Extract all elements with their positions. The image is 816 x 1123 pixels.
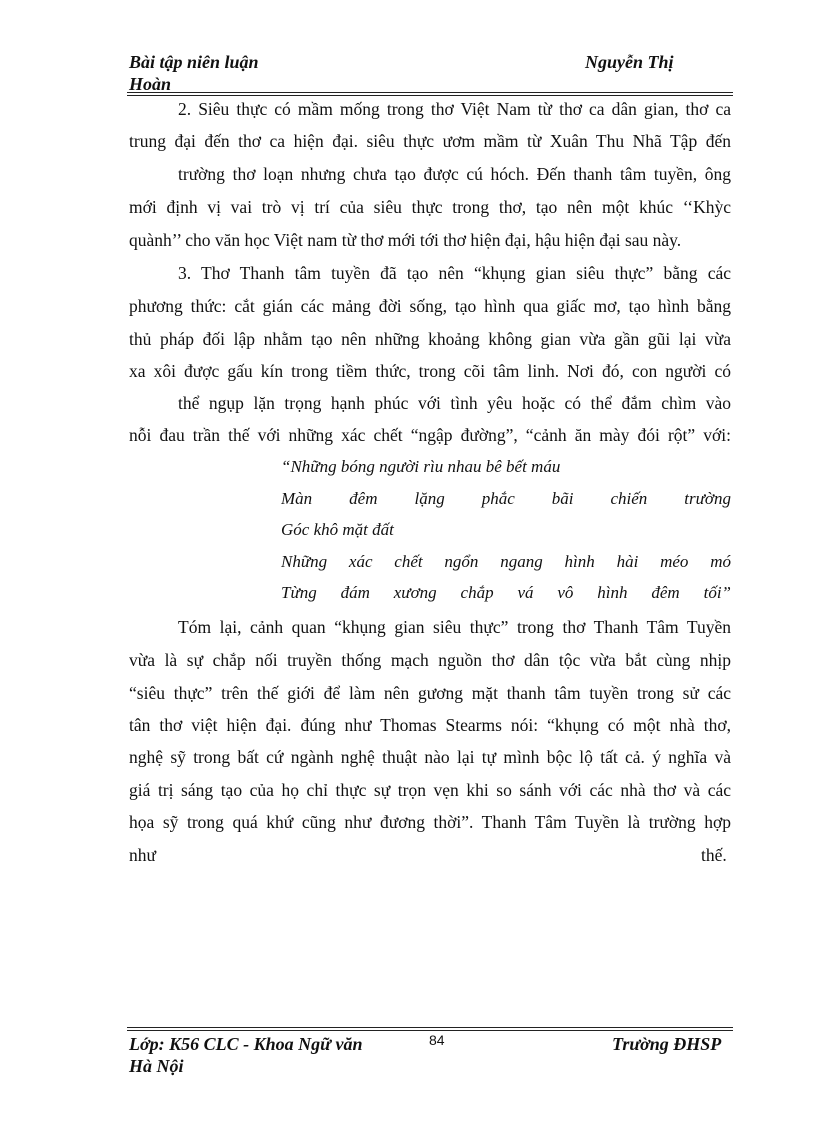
header-left-continuation: Hoàn bbox=[129, 74, 172, 94]
page-number: 84 bbox=[429, 1032, 445, 1048]
paragraph-3-line-1: 3. Thơ Thanh tâm tuyền đã tạo nên “khụng gian siêu thực” bằng các bbox=[178, 263, 731, 283]
header-rule-thick bbox=[127, 95, 733, 96]
paragraph-2-line-2: trung đại đến thơ ca hiện đại. siêu thực ươm mầm từ Xuân Thu Nhã Tập đến bbox=[129, 131, 731, 151]
footer-rule-thick bbox=[127, 1027, 733, 1028]
paragraph-2-line-3: trường thơ loạn nhưng chưa tạo được cú hóch. Đến thanh tâm tuyền, ông bbox=[178, 164, 731, 184]
header-left-title: Bài tập niên luận bbox=[129, 52, 259, 72]
paragraph-3-line-4: xa xôi được gấu kín trong tiềm thức, trong cõi tâm linh. Nơi đó, con người có bbox=[129, 361, 731, 381]
header-rule-thin bbox=[127, 92, 733, 93]
paragraph-2-line-4: mới định vị vai trò vị trí của siêu thực trong thơ, tạo nên một khúc ‘‘Khỳc bbox=[129, 197, 731, 217]
poem-line-1: “Những bóng người rìu nhau bê bết máu bbox=[281, 457, 561, 476]
poem-line-3: Góc khô mặt đất bbox=[281, 520, 394, 539]
paragraph-2-line-5: quành’’ cho văn học Việt nam từ thơ mới tới thơ hiện đại, hậu hiện đại sau này. bbox=[129, 230, 682, 250]
conclusion-line-2: vừa là sự chắp nối truyền thống mạch nguồn thơ dân tộc vừa bắt cùng nhịp bbox=[129, 650, 731, 670]
footer-left-class: Lớp: K56 CLC - Khoa Ngữ văn bbox=[129, 1034, 363, 1054]
poem-line-4: Những xác chết ngổn ngang hình hài méo mó bbox=[281, 552, 731, 571]
header-right-author: Nguyễn Thị bbox=[585, 52, 674, 72]
paragraph-3-line-5: thể ngụp lặn trọng hạnh phúc với tình yêu hoặc có thể đắm chìm vào bbox=[178, 393, 731, 413]
paragraph-3-line-6: nỗi đau trần thế với những xác chết “ngập đường”, “cảnh ăn mày đói rột” với: bbox=[129, 425, 731, 445]
conclusion-line-8-start: như bbox=[129, 845, 156, 865]
footer-right-school: Trường ĐHSP bbox=[612, 1034, 722, 1054]
paragraph-3-line-2: phương thức: cắt gián các mảng đời sống, tạo hình qua giấc mơ, tạo hình bằng bbox=[129, 296, 731, 316]
conclusion-line-1: Tóm lại, cảnh quan “khụng gian siêu thực” trong thơ Thanh Tâm Tuyền bbox=[178, 617, 731, 637]
conclusion-line-7: họa sỹ trong quá khứ cũng như đương thời”. Thanh Tâm Tuyền là trường hợp bbox=[129, 812, 731, 832]
footer-rule-thin bbox=[127, 1030, 733, 1031]
paragraph-3-line-3: thủ pháp đối lập nhằm tạo nên những khoảng không gian vừa gần gũi lại vừa bbox=[129, 329, 731, 349]
poem-line-2: Màn đêm lặng phắc bãi chiến trường bbox=[281, 489, 731, 508]
poem-line-5: Từng đám xương chắp vá vô hình đêm tối” bbox=[281, 583, 731, 602]
conclusion-line-5: nghệ sỹ trong bất cứ ngành nghệ thuật nào lại tự mình bộc lộ tất cả. ý nghĩa và bbox=[129, 747, 731, 767]
footer-left-continuation: Hà Nội bbox=[129, 1056, 184, 1076]
conclusion-line-3: “siêu thực” trên thế giới để làm nên gương mặt thanh tâm tuyền trong sử các bbox=[129, 683, 731, 703]
conclusion-line-8-end: thế. bbox=[701, 845, 727, 865]
conclusion-line-6: giá trị sáng tạo của họ chỉ thực sự trọn vẹn khi so sánh với các nhà thơ và các bbox=[129, 780, 731, 800]
conclusion-line-4: tân thơ việt hiện đại. đúng như Thomas Stearms nói: “khụng có một nhà thơ, bbox=[129, 715, 731, 735]
paragraph-2-line-1: 2. Siêu thực có mầm mống trong thơ Việt Nam từ thơ ca dân gian, thơ ca bbox=[178, 99, 731, 119]
